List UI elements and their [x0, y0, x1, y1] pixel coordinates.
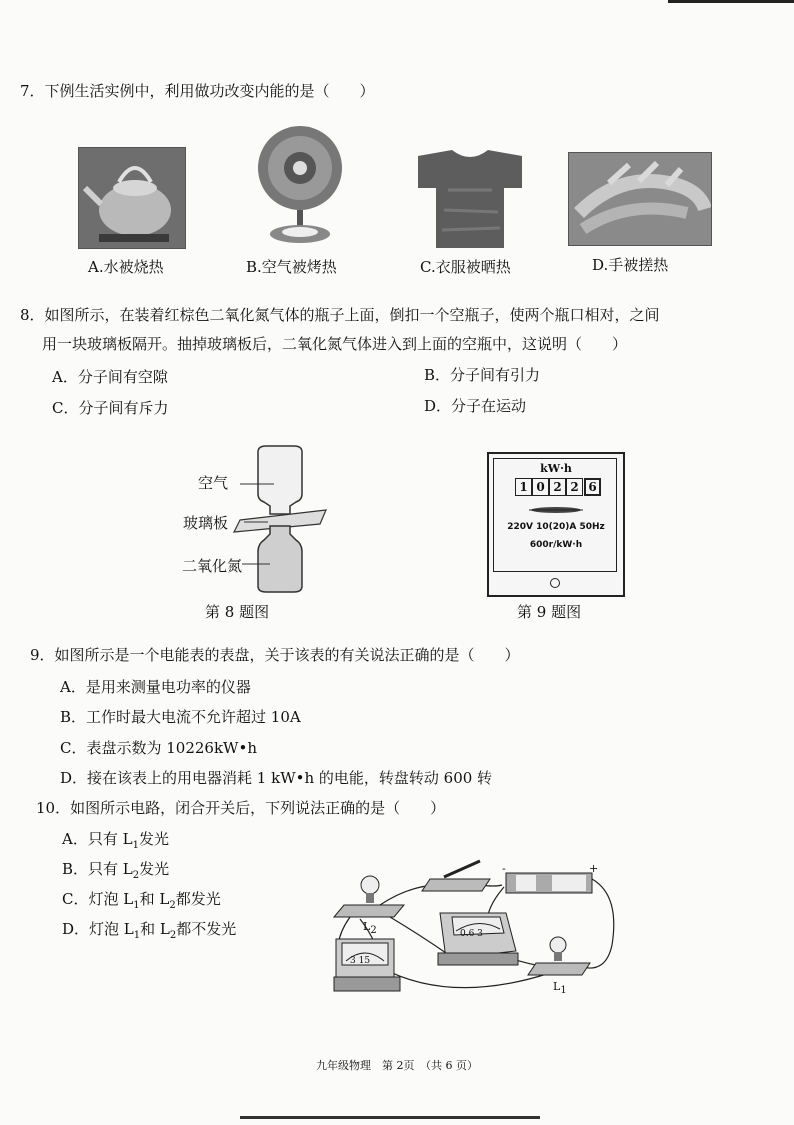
option-10d-post: 都不发光: [176, 920, 237, 938]
option-10d-mid: 和 L: [140, 920, 170, 938]
circuit-lamp1-label: [553, 980, 567, 996]
option-10d-pre: D．灯泡 L: [62, 920, 134, 938]
lamp1-label-text: L: [553, 980, 561, 993]
option-10d-sub1: 1: [133, 930, 141, 941]
question-8-line2: 用一块玻璃板隔开。抽掉玻璃板后，二氧化氮气体进入到上面的空瓶中，这说明（ ）: [42, 335, 628, 353]
meter2-scale: 0.6 3: [460, 929, 483, 939]
option-10a-post: 发光: [138, 830, 169, 848]
meter-unit: kW·h: [540, 462, 572, 475]
switch-lever-icon: [444, 861, 480, 877]
option-10d-sub2: 2: [169, 930, 177, 941]
photo-kettle: [78, 147, 186, 249]
option-7a-label: A.水被烧热: [88, 258, 164, 276]
option-9b: B．工作时最大电流不允许超过 10A: [60, 708, 301, 726]
option-10b: [62, 858, 169, 881]
option-10c-sub1: 1: [133, 900, 140, 911]
meter-screw-icon: [550, 578, 560, 588]
hands-icon: [569, 153, 711, 245]
option-10c-sub2: 2: [169, 900, 176, 911]
shirt-icon: [418, 150, 522, 248]
option-7b-label: B.空气被烤热: [246, 258, 337, 276]
option-9c: C．表盘示数为 10226kW•h: [60, 739, 257, 757]
option-8c: C．分子间有斥力: [52, 399, 169, 417]
meter-digit: 1: [515, 478, 532, 496]
heater-icon: [255, 120, 345, 248]
photo-hands: [568, 152, 712, 246]
option-7c-label: C.衣服被晒热: [420, 258, 511, 276]
fig8-no2-label: 二氧化氮: [182, 557, 243, 575]
option-8b: B．分子间有引力: [424, 366, 541, 384]
option-10c-post: 都发光: [175, 890, 221, 908]
option-7d-label: D.手被搓热: [592, 256, 669, 274]
question-7-text: 7．下例生活实例中，利用做功改变内能的是（ ）: [20, 82, 375, 100]
option-10c: [62, 888, 221, 911]
option-8a: A．分子间有空隙: [52, 368, 168, 386]
battery-plus-label: +: [589, 862, 599, 875]
page-footer: 九年级物理 第 2页 （共 6 页）: [316, 1059, 478, 1072]
option-10b-sub: 2: [132, 870, 140, 881]
energy-meter: [487, 452, 625, 597]
lamp1-label-sub: 1: [560, 985, 567, 997]
option-10b-post: 发光: [139, 860, 170, 878]
option-10d: [62, 918, 236, 941]
meter-digit: 2: [566, 478, 583, 496]
option-10a-pre: A．只有 L: [62, 830, 133, 848]
photo-shirt: [418, 150, 522, 248]
option-9d: D．接在该表上的用电器消耗 1 kW•h 的电能，转盘转动 600 转: [60, 769, 493, 787]
option-10a-sub: 1: [132, 840, 139, 851]
meter-digit: 0: [532, 478, 549, 496]
meter-spec-line2: 600r/kW·h: [529, 540, 583, 550]
lamp2-label-text: L: [363, 920, 371, 933]
meter1-scale: 3 15: [350, 956, 371, 966]
lamp2-bulb-icon: [361, 876, 379, 894]
scan-bottom-line: [240, 1116, 540, 1119]
photo-heater: [255, 120, 345, 248]
option-10b-pre: B．只有 L: [62, 860, 133, 878]
fig8-air-label: 空气: [198, 474, 229, 492]
option-10c-mid: 和 L: [139, 890, 170, 908]
lamp1-bulb-icon: [550, 937, 566, 953]
fig8-glass-label: 玻璃板: [183, 514, 229, 532]
option-9a: A．是用来测量电功率的仪器: [60, 678, 251, 696]
option-10a: [62, 828, 169, 851]
fig9-caption: 第 9 题图: [517, 603, 582, 621]
option-10c-pre: C．灯泡 L: [62, 890, 134, 908]
question-8-line1: 8．如图所示，在装着红棕色二氧化氮气体的瓶子上面，倒扣一个空瓶子，使两个瓶口相对，之间: [20, 306, 660, 324]
meter-digit-fraction: 6: [584, 478, 601, 496]
meter-digits: [515, 478, 601, 496]
kettle-icon: [79, 148, 185, 248]
meter-disc-icon: [529, 504, 583, 516]
meter-digit: 2: [549, 478, 566, 496]
meter-spec-line1: 220V 10(20)A 50Hz: [507, 522, 605, 532]
lamp2-label-sub: 2: [370, 925, 377, 937]
battery-minus-label: -: [502, 862, 506, 875]
question-10-text: 10．如图所示电路，闭合开关后，下列说法正确的是（ ）: [36, 799, 446, 817]
question-9-text: 9．如图所示是一个电能表的表盘，关于该表的有关说法正确的是（ ）: [30, 646, 520, 664]
circuit-lamp2-label: [363, 920, 377, 936]
option-8d: D．分子在运动: [424, 397, 527, 415]
fig8-caption: 第 8 题图: [205, 603, 270, 621]
scan-edge-line: [668, 0, 794, 3]
